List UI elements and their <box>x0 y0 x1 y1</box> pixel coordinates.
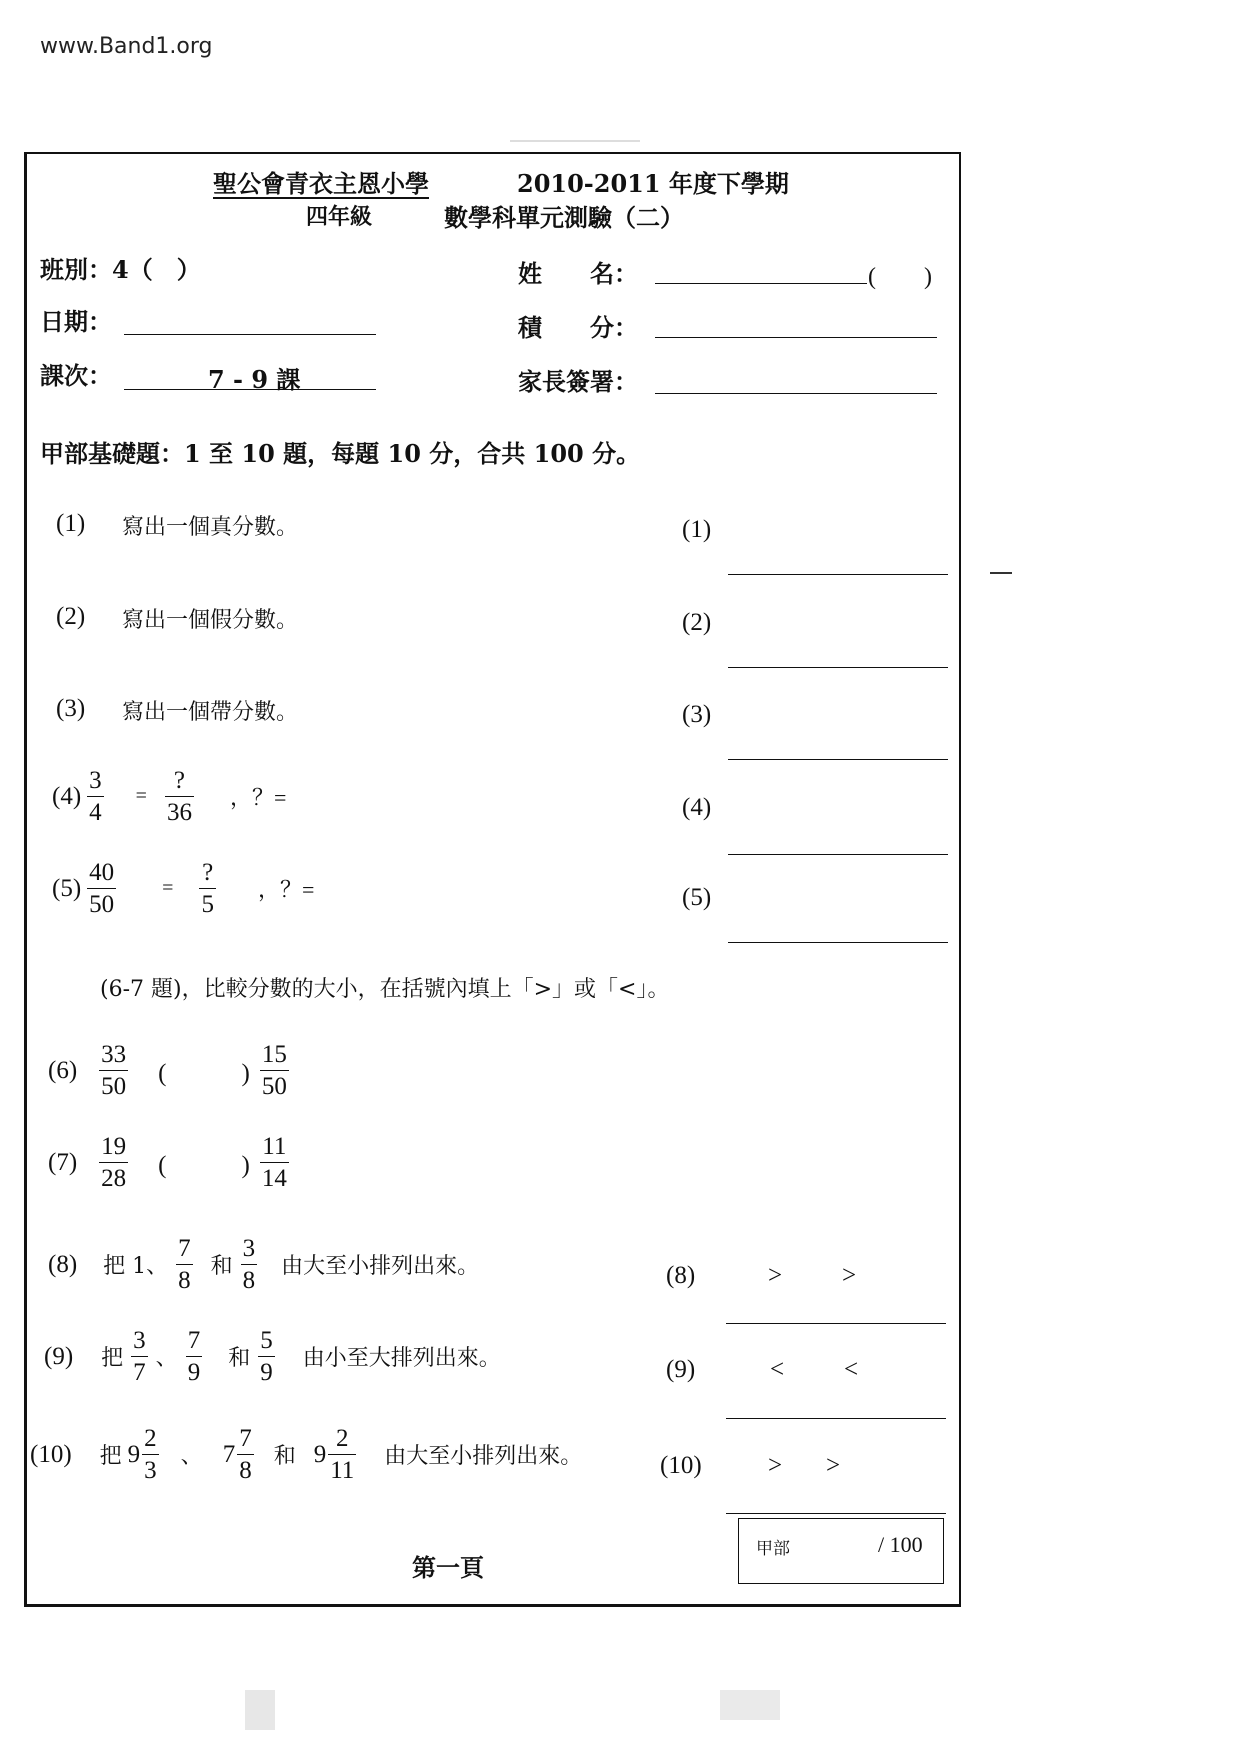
q8-and: 和 <box>210 1254 233 1279</box>
q9-answer-label: (9) <box>666 1356 696 1383</box>
name-line[interactable] <box>655 283 867 284</box>
q5-answer-label: (5) <box>682 884 712 911</box>
q10-answer-line[interactable] <box>726 1513 946 1514</box>
q4-answer-line[interactable] <box>728 854 948 855</box>
q4-equals: = <box>135 785 147 807</box>
q1-number: (1) <box>56 510 86 537</box>
q10-mixed-1: 9 $\frac{2}{3}$ <box>127 1425 157 1484</box>
q4-fraction-right: $\frac{?}{36}$ <box>166 767 192 826</box>
q4-answer-label: (4) <box>682 794 712 821</box>
section-a-title: 甲部基礎題：1 至 10 題，每題 10 分，合共 100 分。 <box>40 439 641 468</box>
q9-separator: 、 <box>155 1346 178 1371</box>
q5-fraction-right: $\frac{?}{5}$ <box>201 859 214 918</box>
q9-instruction: 由小至大排列出來。 <box>302 1346 501 1371</box>
q10-answer-label: (10) <box>660 1452 702 1479</box>
q5-fraction-left: $\frac{40}{50}$ <box>89 859 115 918</box>
q8-number: (8) <box>48 1250 78 1278</box>
q2-number: (2) <box>56 603 86 630</box>
q8-fraction-2: $\frac{3}{8}$ <box>242 1235 256 1294</box>
q9-fraction-2: $\frac{7}{9}$ <box>187 1327 201 1386</box>
lesson-line <box>124 389 376 390</box>
q8-prefix: 把 1、 <box>103 1254 169 1279</box>
date-label: 日期： <box>40 307 112 336</box>
q9-prefix: 把 <box>101 1346 124 1371</box>
date-line[interactable] <box>124 334 376 335</box>
grade: 四年級 <box>306 204 373 230</box>
q9-fraction-3: $\frac{5}{9}$ <box>260 1327 273 1386</box>
q7-expression <box>48 1134 291 1191</box>
q5-answer-line[interactable] <box>728 942 948 943</box>
q10-instruction: 由大至小排列出來。 <box>384 1444 583 1469</box>
parent-signature-label: 家長簽署： <box>518 367 638 396</box>
q7-fraction-left: $\frac{19}{28}$ <box>101 1133 127 1192</box>
q9-expression <box>44 1328 501 1385</box>
q10-number: (10) <box>30 1440 72 1468</box>
q10-symbol-2: > <box>826 1452 841 1479</box>
q9-answer-line[interactable] <box>726 1418 946 1419</box>
q8-symbol-1: > <box>768 1262 783 1289</box>
page-number: 第一頁 <box>412 1553 484 1582</box>
site-url: www.Band1.org <box>40 34 213 59</box>
q7-number: (7) <box>48 1148 78 1176</box>
q6-fraction-right: $\frac{15}{50}$ <box>261 1041 287 1100</box>
name-label: 姓 名： <box>518 259 638 288</box>
q9-and: 和 <box>228 1346 251 1371</box>
q8-instruction: 由大至小排列出來。 <box>281 1254 480 1279</box>
q10-prefix: 把 <box>99 1444 122 1469</box>
q8-fraction-1: $\frac{7}{8}$ <box>178 1235 191 1294</box>
section-score-label: 甲部 <box>756 1539 790 1559</box>
test-title: 數學科單元測驗（二） <box>444 203 684 232</box>
q7-blank[interactable]: ( ) <box>158 1151 250 1179</box>
score-label: 積 分： <box>518 313 638 342</box>
school-name: 聖公會青衣主恩小學 <box>213 169 429 198</box>
parent-signature-line[interactable] <box>655 393 937 394</box>
q3-text: 寫出一個帶分數。 <box>122 700 299 725</box>
q3-number: (3) <box>56 695 86 722</box>
q5-expression <box>52 860 314 917</box>
q10-expression <box>30 1426 582 1483</box>
q6-number: (6) <box>48 1056 78 1084</box>
q10-symbol-1: > <box>768 1452 783 1479</box>
q10-mixed-2: 7 $\frac{7}{8}$ <box>222 1425 252 1484</box>
q1-answer-label: (1) <box>682 516 712 543</box>
q2-text: 寫出一個假分數。 <box>122 608 299 633</box>
q1-answer-line[interactable] <box>728 574 948 575</box>
q8-expression <box>48 1236 479 1293</box>
class-label: 班別：4（ ） <box>40 255 201 284</box>
q5-equals: = <box>162 877 174 899</box>
q9-symbol-2: < <box>844 1356 859 1383</box>
q10-mixed-3: 9 $\frac{2}{11}$ <box>313 1425 355 1484</box>
lesson-value: 7 - 9 課 <box>208 365 301 394</box>
q4-question: ，？= <box>229 785 287 810</box>
q10-and: 和 <box>273 1444 296 1469</box>
q5-question: ，？= <box>257 877 315 902</box>
q10-separator: 、 <box>180 1444 203 1469</box>
q5-number: (5) <box>52 874 82 902</box>
q8-answer-label: (8) <box>666 1262 696 1289</box>
q6-expression <box>48 1042 291 1099</box>
q2-answer-label: (2) <box>682 609 712 636</box>
q4-number: (4) <box>52 782 82 810</box>
q1-text: 寫出一個真分數。 <box>122 515 299 540</box>
q3-answer-label: (3) <box>682 701 712 728</box>
q2-answer-line[interactable] <box>728 667 948 668</box>
q9-symbol-1: < <box>770 1356 785 1383</box>
school-year: 2010-2011 年度下學期 <box>517 169 789 198</box>
score-line[interactable] <box>655 337 937 338</box>
q9-fraction-1: $\frac{3}{7}$ <box>133 1327 146 1386</box>
name-number-paren: ( ) <box>868 264 932 290</box>
q6-blank[interactable]: ( ) <box>158 1059 250 1087</box>
q3-answer-line[interactable] <box>728 759 948 760</box>
q6-7-instruction: (6-7 題)，比較分數的大小，在括號內填上「>」或「<」。 <box>100 977 670 1002</box>
q9-number: (9) <box>44 1342 74 1370</box>
lesson-label: 課次： <box>40 361 112 390</box>
q6-fraction-left: $\frac{33}{50}$ <box>101 1041 127 1100</box>
q8-symbol-2: > <box>842 1262 857 1289</box>
q8-answer-line[interactable] <box>726 1323 946 1324</box>
q4-fraction-left: $\frac{3}{4}$ <box>89 767 102 826</box>
q7-fraction-right: $\frac{11}{14}$ <box>261 1133 287 1192</box>
section-score-total: / 100 <box>878 1532 923 1557</box>
q4-expression <box>52 768 286 825</box>
